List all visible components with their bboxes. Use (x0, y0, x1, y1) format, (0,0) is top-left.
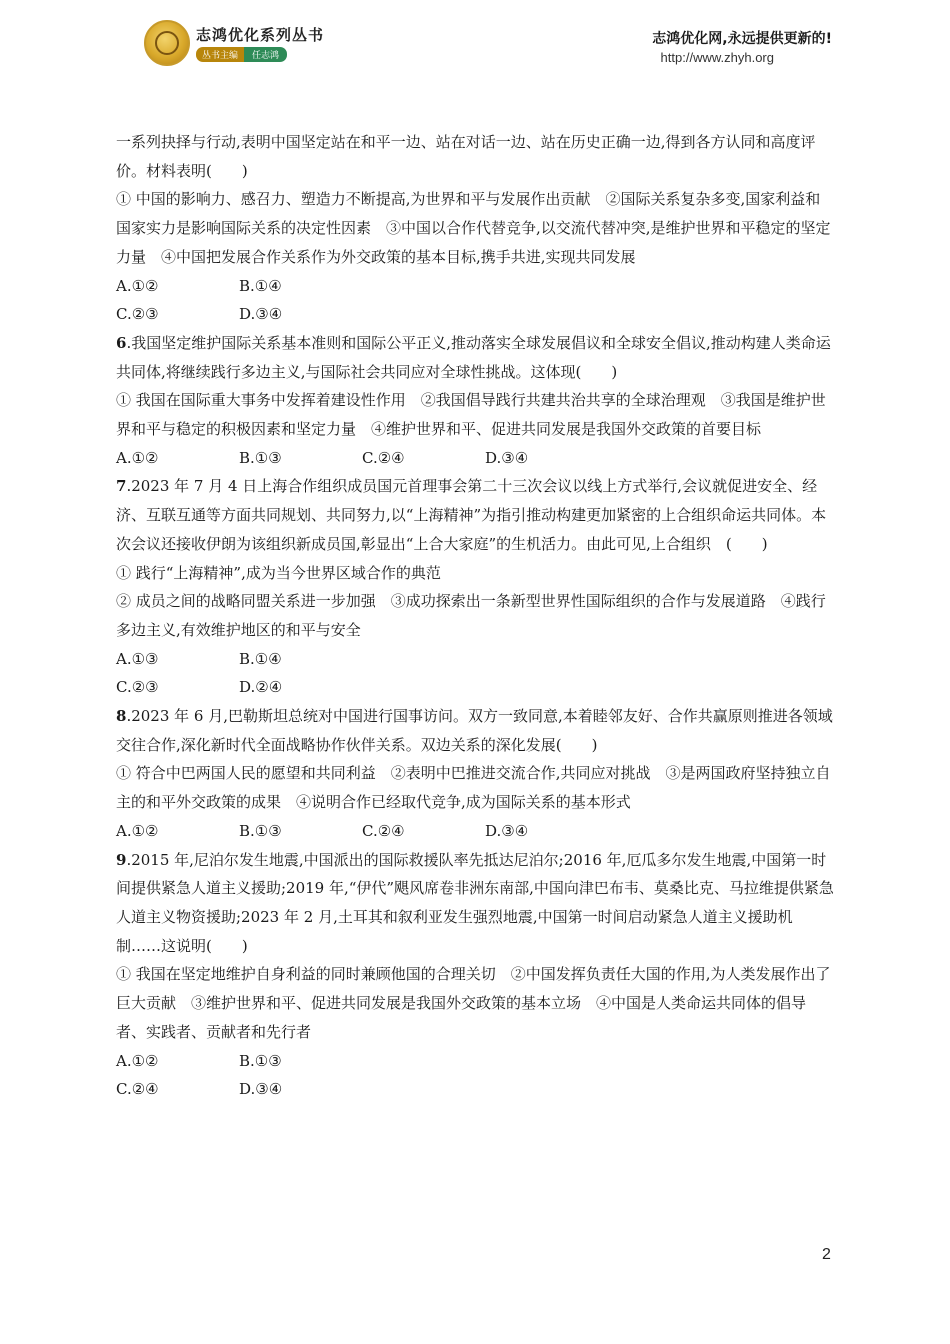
editor-label: 丛书主编 (196, 47, 244, 62)
q5-statements: ① 中国的影响力、感召力、塑造力不断提高,为世界和平与发展作出贡献 ②国际关系复杂多变,国家利益和国家实力是影响国际关系的决定性因素 ③中国以合作代替竞争,以交流代替冲突,是维护世界和平稳定的坚定力量 ④中国把发展合作关系作为外交政策的基本目标,携手共进,实现共同发展 (116, 190, 831, 266)
q9-options-row-2 (116, 1075, 834, 1104)
option-a[interactable]: A.①② (116, 276, 159, 295)
q9-number: 9 (116, 850, 127, 869)
option-a[interactable]: A.①③ (116, 649, 159, 668)
q5-options-row-2 (116, 300, 834, 329)
q9-stem-text: .2015 年,尼泊尔发生地震,中国派出的国际救援队率先抵达尼泊尔;2016 年,厄瓜多尔发生地震,中国第一时间提供紧急人道主义援助;2019 年,“伊代”飓风席卷非洲东南部,中国向津巴布韦、莫桑比克、马拉维提供紧急人道主义物资援助;2023 年 2 月,土耳其和叙利亚发生强烈地震,中国第一时间启动紧急人道主义援助机制……这说明( ) (116, 850, 834, 955)
editor-name: 任志鸿 (244, 47, 287, 62)
option-d[interactable]: D.②④ (239, 678, 283, 697)
q9-statements: ① 我国在坚定地维护自身利益的同时兼顾他国的合理关切 ②中国发挥负责任大国的作用,为人类发展作出了巨大贡献 ③维护世界和平、促进共同发展是我国外交政策的基本立场 ④中国是人类命运共同体的倡导者、实践者、贡献者和先行者 (116, 965, 831, 1041)
option-c[interactable]: C.②④ (362, 448, 405, 467)
q7-number: 7 (116, 477, 127, 496)
site-url[interactable]: http://www.zhyh.org (660, 50, 774, 65)
option-a[interactable]: A.①② (116, 448, 159, 467)
q8-stem (116, 702, 834, 759)
option-b[interactable]: B.①③ (239, 448, 282, 467)
page-number: 2 (822, 1246, 831, 1263)
option-d[interactable]: D.③④ (239, 305, 283, 324)
q9-stem (116, 846, 834, 961)
option-b[interactable]: B.①④ (239, 649, 282, 668)
q6-statements: ① 我国在国际重大事务中发挥着建设性作用 ②我国倡导践行共建共治共享的全球治理观 ③我国是维护世界和平与稳定的积极因素和坚定力量 ④维护世界和平、促进共同发展是我国外交政策的首要目标 (116, 391, 826, 439)
site-slogan: 志鸿优化网,永远提供更新的! (652, 31, 832, 47)
q6-stem-text: .我国坚定维护国际关系基本准则和国际公平正义,推动落实全球发展倡议和全球安全倡议,推动构建人类命运共同体,将继续践行多边主义,与国际社会共同应对全球性挑战。这体现( ) (116, 333, 831, 381)
q6-stem (116, 329, 834, 386)
series-title: 志鸿优化系列丛书 (196, 26, 325, 44)
q7-stem-text: .2023 年 7 月 4 日上海合作组织成员国元首理事会第二十三次会议以线上方式举行,会议就促进安全、经济、互联互通等方面共同规划、共同努力,以“上海精神”为指引推动构建更加紧密的上合组织命运共同体。本次会议还接收伊朗为该组织新成员国,彰显出“上合大家庭”的生机活力。由此可见,上合组织 ( ) (116, 477, 827, 553)
q6-number: 6 (116, 333, 127, 352)
q9-options-row-1 (116, 1047, 834, 1076)
option-c[interactable]: C.②③ (116, 305, 159, 324)
option-d[interactable]: D.③④ (485, 821, 529, 840)
document-body (116, 128, 834, 1104)
q7-options-row-1 (116, 645, 834, 674)
option-c[interactable]: C.②④ (362, 821, 405, 840)
option-d[interactable]: D.③④ (485, 448, 529, 467)
option-b[interactable]: B.①③ (239, 1051, 282, 1070)
q8-options (116, 817, 834, 846)
option-a[interactable]: A.①② (116, 1051, 159, 1070)
option-c[interactable]: C.②③ (116, 678, 159, 697)
q7-stem (116, 472, 834, 558)
q8-statements: ① 符合中巴两国人民的愿望和共同利益 ②表明中巴推进交流合作,共同应对挑战 ③是两国政府坚持独立自主的和平外交政策的成果 ④说明合作已经取代竞争,成为国际关系的基本形式 (116, 764, 831, 812)
q7-statement-1: ① 践行“上海精神”,成为当今世界区域合作的典范 (116, 563, 441, 582)
option-c[interactable]: C.②④ (116, 1080, 159, 1099)
option-a[interactable]: A.①② (116, 821, 159, 840)
q5-stem: 一系列抉择与行动,表明中国坚定站在和平一边、站在对话一边、站在历史正确一边,得到各方认同和高度评价。材料表明( ) (116, 133, 816, 180)
q6-options (116, 444, 834, 473)
q8-number: 8 (116, 707, 127, 726)
option-b[interactable]: B.①③ (239, 821, 282, 840)
q7-options-row-2 (116, 673, 834, 702)
option-d[interactable]: D.③④ (239, 1080, 283, 1099)
page-header (0, 0, 950, 80)
publisher-logo-icon (144, 20, 190, 66)
option-b[interactable]: B.①④ (239, 276, 282, 295)
q8-stem-text: .2023 年 6 月,巴勒斯坦总统对中国进行国事访问。双方一致同意,本着睦邻友好、合作共赢原则推进各领域交往合作,深化新时代全面战略协作伙伴关系。双边关系的深化发展( ) (116, 707, 833, 754)
editor-badge (196, 47, 287, 61)
q7-statement-2: ② 成员之间的战略同盟关系进一步加强 ③成功探索出一条新型世界性国际组织的合作与发展道路 ④践行多边主义,有效维护地区的和平与安全 (116, 592, 826, 639)
q5-options-row-1 (116, 272, 834, 301)
